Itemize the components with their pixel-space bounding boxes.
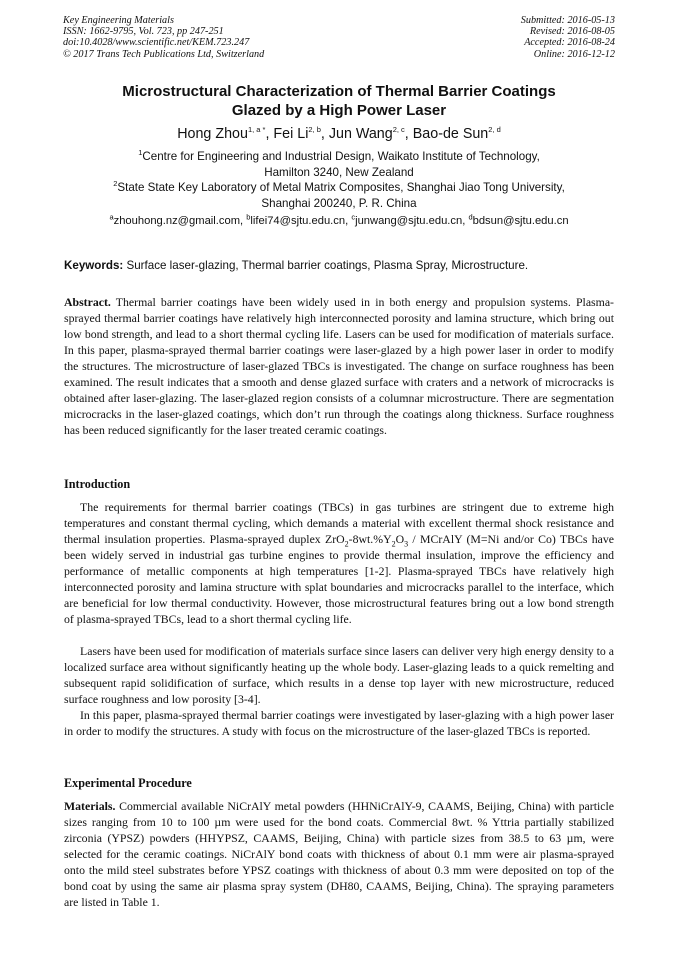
journal-info bbox=[63, 15, 264, 60]
email-marker: d bbox=[468, 212, 473, 222]
title-line-2: Glazed by a High Power Laser bbox=[231, 102, 447, 119]
doi-line: doi:10.4028/www.scientific.net/KEM.723.247 bbox=[63, 37, 250, 49]
affiliation-text: Centre for Engineering and Industrial Design, Waikato Institute of Technology, bbox=[142, 150, 540, 163]
affiliation-text: State State Key Laboratory of Metal Matrix Composites, Shanghai Jiao Tong University, bbox=[117, 181, 565, 194]
introduction-paragraph-1 bbox=[64, 499, 614, 627]
revised-date: Revised: 2016-08-05 bbox=[529, 26, 615, 38]
email-marker: c bbox=[351, 212, 356, 222]
email-separator: , bbox=[345, 215, 352, 227]
affiliation-2-line-2: Shanghai 200240, P. R. China bbox=[261, 196, 417, 210]
materials-text: Commercial available NiCrAlY metal powders (HHNiCrAlY-9, CAAMS, Beijing, China) with particle sizes ranging from 10 to 100 µm were used for the bond coats. Commercial 8wt. % Yttria partially stabilized zirconia (YPSZ) powders (HHYPSZ, CAAMS, Beijing, China) with particle sizes from 38.5 to 63 µm, were selected for the ceramic coatings. NiCrAlY bond coats with thickness of about 0.1 mm were air plasma-sprayed onto the mild steel substrates before YPSZ coatings with thickness of about 0.3 mm were deposited on top of the bond coat by using the same air plasma spray system (DH80, CAAMS, Beijing, China). The spraying parameters are listed in Table 1. bbox=[64, 799, 614, 909]
author-separator: , bbox=[265, 126, 274, 142]
intro-p1-text-b: -8wt.%Y bbox=[348, 532, 392, 546]
author-marker: 2, c bbox=[392, 125, 405, 135]
intro-p1-text-c: O bbox=[395, 532, 405, 546]
author-name: Jun Wang bbox=[328, 126, 393, 142]
email-address[interactable]: zhouhong.nz@gmail.com bbox=[113, 215, 241, 227]
affiliation-marker: 1 bbox=[138, 148, 143, 158]
email-separator: , bbox=[462, 215, 469, 227]
publication-dates bbox=[521, 15, 615, 60]
abstract-paragraph bbox=[64, 294, 614, 438]
materials-paragraph bbox=[64, 798, 614, 910]
issn-line: ISSN: 1662-9795, Vol. 723, pp 247-251 bbox=[63, 26, 224, 38]
journal-name: Key Engineering Materials bbox=[63, 15, 174, 26]
subscript: 2 bbox=[391, 539, 396, 549]
author-name: Hong Zhou bbox=[177, 126, 248, 142]
email-address[interactable]: bdsun@sjtu.edu.cn bbox=[472, 215, 569, 227]
affiliation-marker: 2 bbox=[113, 179, 118, 189]
abstract-label: Abstract. bbox=[64, 295, 111, 309]
accepted-date: Accepted: 2016-08-24 bbox=[524, 37, 615, 49]
keywords-line bbox=[64, 258, 624, 273]
author-separator: , bbox=[320, 126, 329, 142]
affiliation-2 bbox=[60, 180, 618, 211]
email-list bbox=[50, 214, 628, 229]
author-separator: , bbox=[404, 126, 413, 142]
materials-label: Materials. bbox=[64, 799, 116, 813]
keywords-label: Keywords: bbox=[64, 259, 124, 272]
author-list bbox=[60, 125, 618, 143]
email-address[interactable]: lifei74@sjtu.edu.cn bbox=[250, 215, 346, 227]
email-marker: a bbox=[109, 212, 114, 222]
email-separator: , bbox=[240, 215, 247, 227]
subscript: 2 bbox=[344, 539, 349, 549]
author-name: Fei Li bbox=[273, 126, 309, 142]
author-marker: 2, d bbox=[488, 125, 501, 135]
submitted-date: Submitted: 2016-05-13 bbox=[520, 15, 615, 26]
affiliation-1 bbox=[60, 149, 618, 180]
author-name: Bao-de Sun bbox=[412, 126, 489, 142]
title-line-1: Microstructural Characterization of Thermal Barrier Coatings bbox=[122, 83, 556, 100]
author-marker: 2, b bbox=[308, 125, 321, 135]
online-date: Online: 2016-12-12 bbox=[533, 48, 615, 60]
email-address[interactable]: junwang@sjtu.edu.cn bbox=[355, 215, 463, 227]
affiliation-1-line-1 bbox=[60, 149, 618, 165]
author-marker: 1, a * bbox=[247, 125, 266, 135]
abstract-text: Thermal barrier coatings have been widely used in in both energy and propulsion systems. Plasma-sprayed thermal barrier coatings have relatively high interconnected porosity and lamina structure, which bring out low bond strength, and lead to a short thermal cycling life. Lasers can be used for modification of materials surface. In this paper, plasma-sprayed thermal barrier coatings were laser-glazed by a high power laser in order to modify the structures. The microstructure of laser-glazed TBCs is investigated. The change on surface roughness has been examined. The result indicates that a smooth and dense glazed surface with craters and a network of microcracks is obtained after laser-glazing. The laser-glazed region consists of a columnar microstructure. There are segmentation microcracks in the laser-glazed coatings, which don’t run through the coatings along thickness. Surface roughness has been reduced significantly for the laser treated ceramic coatings. bbox=[64, 295, 614, 437]
subscript: 3 bbox=[404, 539, 409, 549]
introduction-paragraph-3: In this paper, plasma-sprayed thermal barrier coatings were investigated by laser-glazing with a high power laser in order to modify the structures. A study with focus on the microstructure of the laser-glazed TBCs is reported. bbox=[64, 708, 614, 738]
introduction-heading: Introduction bbox=[64, 477, 131, 491]
paper-title bbox=[80, 82, 598, 120]
copyright-line: © 2017 Trans Tech Publications Ltd, Switzerland bbox=[63, 48, 265, 60]
email-marker: b bbox=[246, 212, 251, 222]
introduction-paragraph-2: Lasers have been used for modification of materials surface since lasers can deliver very high energy density to a localized surface area without significantly heating up the whole body. Laser-glazing leads to a quick remelting and subsequent rapid solidification of surface, which results in a dense top layer with new microstructure, reduced surface roughness and low porosity [3-4]. bbox=[64, 644, 614, 706]
affiliation-2-line-1 bbox=[60, 180, 618, 196]
intro-p1-text-d: / MCrAlY (M=Ni and/or Co) TBCs have been widely served in industrial gas turbine engines to provide thermal insulation, improve the efficiency and performance of metallic components at high temperatures [1-2]. Plasma-sprayed TBCs have relatively high interconnected porosity and lamina structure with splat boundaries and microcracks parallel to the interface, which are beneficial for low thermal conductivity. However, those microstructural features bring out a low bond strength of plasma-sprayed TBCs, lead to a short thermal cycling life. bbox=[64, 532, 614, 626]
intro-p1-text-a: The requirements for thermal barrier coatings (TBCs) in gas turbines are stringent due to extreme high temperatures and constant thermal cycling, which demands a material with excellent thermal shock resistance and thermal insulation properties. Plasma-sprayed duplex ZrO bbox=[64, 500, 614, 546]
keywords-text: Surface laser-glazing, Thermal barrier coatings, Plasma Spray, Microstructure. bbox=[123, 259, 529, 272]
affiliation-1-line-2: Hamilton 3240, New Zealand bbox=[264, 165, 414, 179]
experimental-heading: Experimental Procedure bbox=[64, 776, 192, 790]
